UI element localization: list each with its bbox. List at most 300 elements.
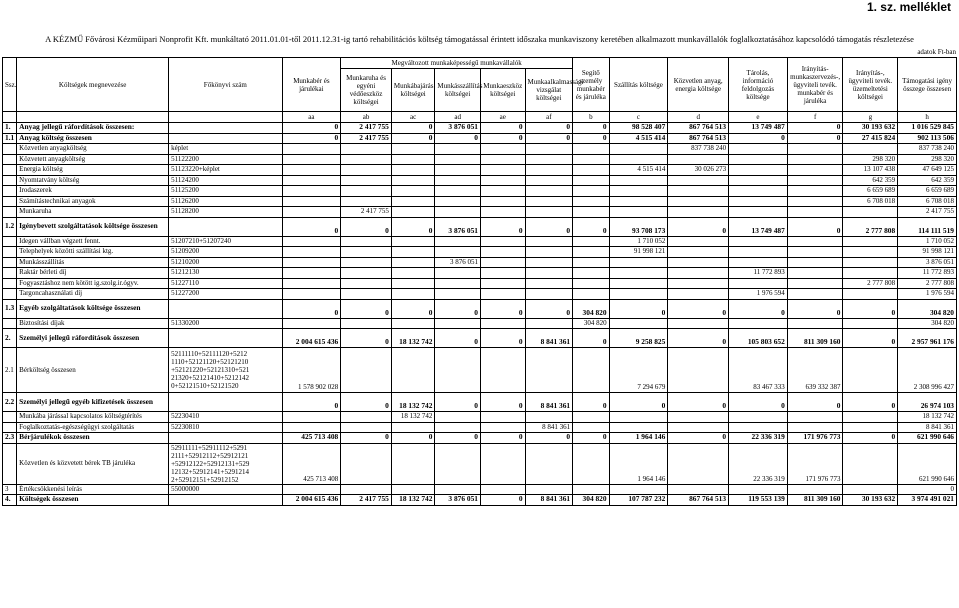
row-value: [282, 422, 341, 433]
header-code: b: [573, 112, 609, 123]
row-name: Bérköltség összesen: [17, 348, 169, 393]
row-value: [787, 412, 843, 423]
row-value: [480, 318, 525, 329]
row-value: [525, 318, 573, 329]
row-value: 9 258 825: [609, 329, 668, 348]
header-code: aa: [282, 112, 341, 123]
row-value: [843, 318, 898, 329]
table-row: [3, 186, 957, 197]
row-value: [787, 268, 843, 279]
row-value: [787, 257, 843, 268]
row-account: 52230810: [169, 422, 282, 433]
row-value: [787, 247, 843, 258]
row-value: [341, 318, 392, 329]
row-value: [341, 348, 392, 393]
row-value: 2 417 755: [341, 133, 392, 144]
row-value: 304 820: [573, 318, 609, 329]
row-value: 107 787 232: [609, 495, 668, 506]
row-account: [169, 123, 282, 134]
row-ssz: 1.: [3, 123, 17, 134]
row-value: 0: [668, 433, 729, 444]
row-value: [391, 318, 435, 329]
row-ssz: 1.1: [3, 133, 17, 144]
row-name: Fogyasztáshoz nem kötött ig.szolg.ir.ógyv.: [17, 278, 169, 289]
row-value: 867 764 513: [668, 123, 729, 134]
header-code: g: [843, 112, 898, 123]
row-value: [480, 165, 525, 176]
row-account: 51122200: [169, 154, 282, 165]
row-account: képlet: [169, 144, 282, 155]
row-value: [668, 247, 729, 258]
row-value: [341, 236, 392, 247]
row-value: [668, 175, 729, 186]
row-value: [843, 484, 898, 495]
row-name: Igénybevett szolgáltatások költsége összesen: [17, 217, 169, 236]
row-name: Személyi jellegű egyéb kifizetések összesen: [17, 393, 169, 412]
row-value: [391, 257, 435, 268]
row-value: 0: [573, 433, 609, 444]
row-value: 98 528 407: [609, 123, 668, 134]
row-value: [525, 247, 573, 258]
row-account: 55000000: [169, 484, 282, 495]
header-col: Irányítás-, ügyviteli tevék. üzemeltetési költségei: [843, 58, 898, 112]
row-value: 47 649 125: [898, 165, 957, 176]
table-row: [3, 484, 957, 495]
row-value: 119 553 139: [729, 495, 788, 506]
row-value: [435, 247, 481, 258]
row-value: 642 359: [898, 175, 957, 186]
header-col: Munkábajárás költségei: [391, 69, 435, 112]
row-account: [169, 133, 282, 144]
row-value: 13 749 487: [729, 123, 788, 134]
header-code: e: [729, 112, 788, 123]
row-value: [843, 207, 898, 218]
row-value: [729, 186, 788, 197]
row-value: [573, 154, 609, 165]
row-value: 0: [573, 217, 609, 236]
row-value: [435, 348, 481, 393]
row-value: 811 309 160: [787, 495, 843, 506]
row-value: 425 713 408: [282, 443, 341, 484]
row-value: [729, 257, 788, 268]
row-ssz: [3, 443, 17, 484]
row-value: 2 004 615 436: [282, 495, 341, 506]
row-value: [668, 196, 729, 207]
row-value: 2 777 808: [898, 278, 957, 289]
row-account: 52911111+52911112+5291 2111+52912112+52912121 +52912122+52912131+529 12132+52912141+5291214 2+52912151+52912152: [169, 443, 282, 484]
row-value: 304 820: [898, 318, 957, 329]
row-value: 0: [435, 393, 481, 412]
row-value: 1 976 594: [898, 289, 957, 300]
row-value: [391, 154, 435, 165]
row-value: 4 515 414: [609, 133, 668, 144]
row-value: 11 772 893: [898, 268, 957, 279]
row-value: 18 132 742: [898, 412, 957, 423]
header-name: Költségek megnevezése: [17, 58, 169, 112]
row-value: 30 193 632: [843, 495, 898, 506]
row-value: 2 777 808: [843, 278, 898, 289]
row-value: [282, 207, 341, 218]
row-value: [435, 144, 481, 155]
header-col: Szállítás költsége: [609, 58, 668, 112]
row-value: [843, 443, 898, 484]
row-value: [341, 289, 392, 300]
row-value: [573, 257, 609, 268]
row-value: [609, 207, 668, 218]
row-value: [729, 247, 788, 258]
row-ssz: [3, 196, 17, 207]
row-value: 0: [668, 299, 729, 318]
row-value: 2 417 755: [341, 495, 392, 506]
header-code: f: [787, 112, 843, 123]
table-row: [3, 318, 957, 329]
row-account: 51227110: [169, 278, 282, 289]
row-value: [480, 484, 525, 495]
row-ssz: 2.3: [3, 433, 17, 444]
row-value: [480, 186, 525, 197]
row-value: 0: [787, 393, 843, 412]
row-value: [282, 247, 341, 258]
row-value: 6 708 018: [843, 196, 898, 207]
row-value: [668, 268, 729, 279]
row-value: 11 772 893: [729, 268, 788, 279]
row-value: [668, 289, 729, 300]
table-row: [3, 207, 957, 218]
row-value: 0: [573, 133, 609, 144]
table-row: [3, 289, 957, 300]
row-value: 30 193 632: [843, 123, 898, 134]
row-value: [609, 278, 668, 289]
row-value: [609, 257, 668, 268]
row-value: [391, 289, 435, 300]
row-value: 837 738 240: [668, 144, 729, 155]
table-row: [3, 393, 957, 412]
row-value: [843, 236, 898, 247]
row-value: 0: [282, 393, 341, 412]
row-value: [729, 165, 788, 176]
row-account: 51212130: [169, 268, 282, 279]
row-value: 171 976 773: [787, 443, 843, 484]
table-row: [3, 165, 957, 176]
row-value: [609, 144, 668, 155]
row-value: [787, 484, 843, 495]
row-value: [525, 196, 573, 207]
row-value: 91 998 121: [609, 247, 668, 258]
row-value: [525, 484, 573, 495]
row-account: [169, 217, 282, 236]
header-col: Munkaruha és egyéni védőeszköz költségei: [341, 69, 392, 112]
row-value: 0: [341, 433, 392, 444]
row-value: 0: [843, 299, 898, 318]
row-value: 0: [573, 393, 609, 412]
row-value: [435, 196, 481, 207]
row-value: [282, 186, 341, 197]
header-code: h: [898, 112, 957, 123]
row-value: 2 004 615 436: [282, 329, 341, 348]
row-value: [480, 348, 525, 393]
header-col: Munkaeszköz költségei: [480, 69, 525, 112]
row-value: [668, 154, 729, 165]
row-value: 2 957 961 176: [898, 329, 957, 348]
row-ssz: [3, 318, 17, 329]
row-value: [341, 144, 392, 155]
row-value: [729, 144, 788, 155]
row-value: [525, 144, 573, 155]
row-name: Foglalkoztatás-egészségügyi szolgáltatás: [17, 422, 169, 433]
row-value: [729, 318, 788, 329]
row-value: [787, 278, 843, 289]
row-ssz: 2.2: [3, 393, 17, 412]
row-value: [525, 268, 573, 279]
header-group: Megváltozott munkaképességű munkavállalók: [341, 58, 573, 69]
row-value: [609, 318, 668, 329]
row-value: [843, 268, 898, 279]
row-value: 0: [668, 329, 729, 348]
row-value: [282, 165, 341, 176]
row-value: [480, 247, 525, 258]
row-value: [573, 443, 609, 484]
row-value: [668, 236, 729, 247]
header-row: [3, 58, 957, 69]
row-value: [843, 247, 898, 258]
document-title: A KÉZMŰ Fővárosi Kézműipari Nonprofit Kft. munkáltató 2011.01.01-től 2011.12.31-ig tartó rehabilitációs költség támogatással érintett időszaka munkaviszony keretében alkalmazott munkavállalók foglalkoztatásához kapcsolódó támogatás részletezése: [45, 34, 914, 44]
row-value: 0: [898, 484, 957, 495]
header-code: af: [525, 112, 573, 123]
row-name: Munkaruha: [17, 207, 169, 218]
table-row: [3, 278, 957, 289]
row-value: [480, 175, 525, 186]
row-ssz: 2.: [3, 329, 17, 348]
row-value: 3 876 051: [435, 257, 481, 268]
row-value: 304 820: [573, 299, 609, 318]
row-value: 13 107 438: [843, 165, 898, 176]
row-value: 3 876 051: [435, 217, 481, 236]
row-value: 0: [282, 133, 341, 144]
row-value: 18 132 742: [391, 393, 435, 412]
row-value: 621 990 646: [898, 443, 957, 484]
row-value: [668, 484, 729, 495]
row-value: [843, 257, 898, 268]
row-value: [609, 289, 668, 300]
row-value: [282, 154, 341, 165]
row-name: Értékcsökkenési leírás: [17, 484, 169, 495]
header-col: Munkásszállítás költségei: [435, 69, 481, 112]
row-value: [282, 412, 341, 423]
row-value: 0: [787, 217, 843, 236]
row-value: [573, 268, 609, 279]
table-row: [3, 299, 957, 318]
row-value: [282, 257, 341, 268]
header-code-blank: [3, 112, 17, 123]
row-value: [341, 278, 392, 289]
row-value: [573, 144, 609, 155]
row-ssz: [3, 236, 17, 247]
row-value: [729, 422, 788, 433]
row-value: 0: [668, 393, 729, 412]
header-code: c: [609, 112, 668, 123]
row-value: [480, 144, 525, 155]
row-value: [573, 175, 609, 186]
row-value: [282, 278, 341, 289]
row-value: 8 841 361: [525, 422, 573, 433]
row-value: [787, 144, 843, 155]
row-value: 1 976 594: [729, 289, 788, 300]
row-value: [435, 422, 481, 433]
cost-table: [2, 57, 957, 506]
row-value: 639 332 387: [787, 348, 843, 393]
row-value: [668, 412, 729, 423]
header-col: Támogatási igény összege összesen: [898, 58, 957, 112]
row-account: 51126200: [169, 196, 282, 207]
row-value: 2 777 808: [843, 217, 898, 236]
row-value: [573, 186, 609, 197]
row-value: [573, 289, 609, 300]
row-value: [435, 154, 481, 165]
row-value: 18 132 742: [391, 412, 435, 423]
row-account: 51207210+51207240: [169, 236, 282, 247]
row-value: [609, 268, 668, 279]
row-value: [391, 236, 435, 247]
row-value: [668, 348, 729, 393]
row-value: 6 659 689: [843, 186, 898, 197]
row-value: 1 578 902 028: [282, 348, 341, 393]
row-value: [341, 154, 392, 165]
row-value: 0: [341, 393, 392, 412]
row-name: Személyi jellegű ráfordítások összesen: [17, 329, 169, 348]
row-value: 0: [480, 433, 525, 444]
row-value: [787, 289, 843, 300]
row-value: 0: [480, 495, 525, 506]
row-value: [787, 175, 843, 186]
row-account: 51210200: [169, 257, 282, 268]
row-name: Idegen vállban végzett fennt.: [17, 236, 169, 247]
row-value: 7 294 679: [609, 348, 668, 393]
header-codes-row: [3, 112, 957, 123]
row-value: [843, 422, 898, 433]
row-value: [435, 443, 481, 484]
row-value: [391, 484, 435, 495]
row-ssz: [3, 268, 17, 279]
row-value: [435, 175, 481, 186]
row-value: [391, 247, 435, 258]
table-row: [3, 236, 957, 247]
row-account: [169, 329, 282, 348]
row-ssz: [3, 289, 17, 300]
row-account: 52230410: [169, 412, 282, 423]
row-value: [525, 278, 573, 289]
row-value: [609, 186, 668, 197]
row-value: [391, 165, 435, 176]
unit-label: adatok Ft-ban: [917, 48, 956, 56]
header-col: Közvetlen anyag, energia költsége: [668, 58, 729, 112]
row-value: [843, 412, 898, 423]
row-value: [391, 278, 435, 289]
row-value: 811 309 160: [787, 329, 843, 348]
row-ssz: [3, 144, 17, 155]
header-code-blank: [17, 112, 169, 123]
row-name: Számítástechnikai anyagok: [17, 196, 169, 207]
header-col: Munkaalkalmassági vizsgálat költségei: [525, 69, 573, 112]
row-value: [668, 443, 729, 484]
row-value: 1 016 529 845: [898, 123, 957, 134]
row-value: 0: [435, 299, 481, 318]
row-value: 4 515 414: [609, 165, 668, 176]
row-value: [391, 144, 435, 155]
row-value: [480, 278, 525, 289]
row-value: [525, 207, 573, 218]
row-value: 0: [573, 329, 609, 348]
table-row: [3, 144, 957, 155]
row-name: Bérjárulékok összesen: [17, 433, 169, 444]
row-value: 114 111 519: [898, 217, 957, 236]
row-value: [341, 412, 392, 423]
row-account: 51125200: [169, 186, 282, 197]
row-value: [282, 318, 341, 329]
row-name: Nyomtatvány költség: [17, 175, 169, 186]
row-value: 0: [391, 299, 435, 318]
row-value: [435, 318, 481, 329]
row-ssz: 1.2: [3, 217, 17, 236]
row-value: 0: [391, 133, 435, 144]
table-row: [3, 154, 957, 165]
row-value: 0: [843, 393, 898, 412]
table-row: [3, 412, 957, 423]
row-value: [435, 186, 481, 197]
row-name: Energia költség: [17, 165, 169, 176]
row-value: 0: [609, 299, 668, 318]
row-value: 867 764 513: [668, 133, 729, 144]
row-value: [480, 422, 525, 433]
row-value: [668, 257, 729, 268]
row-value: [573, 207, 609, 218]
row-value: [282, 144, 341, 155]
row-value: [573, 484, 609, 495]
row-value: 0: [843, 329, 898, 348]
row-value: 0: [282, 217, 341, 236]
row-value: [729, 236, 788, 247]
row-account: 51330200: [169, 318, 282, 329]
row-value: [341, 175, 392, 186]
row-value: 171 976 773: [787, 433, 843, 444]
row-value: [787, 422, 843, 433]
row-value: 0: [341, 217, 392, 236]
row-value: 30 026 273: [668, 165, 729, 176]
row-value: [525, 236, 573, 247]
row-value: 0: [525, 217, 573, 236]
row-value: [282, 236, 341, 247]
row-value: [787, 236, 843, 247]
row-value: 0: [609, 393, 668, 412]
row-name: Közvetlen és közvetett bérek TB járuléka: [17, 443, 169, 484]
row-value: 304 820: [898, 299, 957, 318]
row-value: 0: [282, 299, 341, 318]
row-value: [391, 175, 435, 186]
row-ssz: [3, 412, 17, 423]
row-value: [668, 318, 729, 329]
row-value: [391, 196, 435, 207]
row-value: 91 998 121: [898, 247, 957, 258]
row-value: 0: [668, 217, 729, 236]
row-value: [525, 186, 573, 197]
row-value: 0: [341, 299, 392, 318]
row-value: 0: [341, 329, 392, 348]
row-value: [435, 207, 481, 218]
row-value: 0: [787, 123, 843, 134]
row-value: [787, 207, 843, 218]
row-name: Költségek összesen: [17, 495, 169, 506]
row-value: 0: [525, 433, 573, 444]
row-value: [480, 236, 525, 247]
